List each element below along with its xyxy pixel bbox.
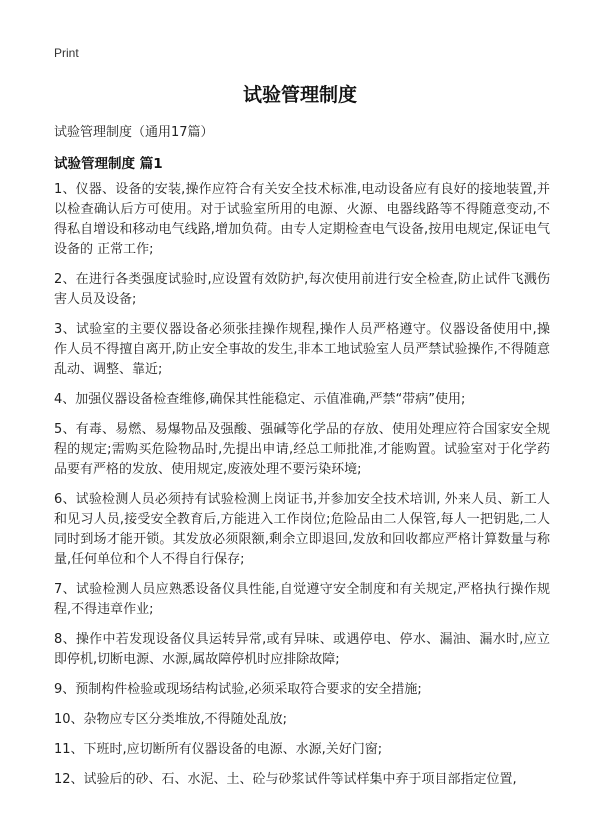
paragraph: 5、有毒、易燃、易爆物品及强酸、强碱等化学品的存放、使用处理应符合国家安全规程的规定;需购买危险物品时,先提出申请,经总工师批准,才能购置。试验室对于化学药品要有严格的发放、使用规定,废液处理不要污染环境; [54, 422, 550, 477]
paragraph: 8、操作中若发现设备仪具运转异常,或有异味、或遇停电、停水、漏油、漏水时,应立即停机,切断电源、水源,属故障停机时应排除故障; [54, 632, 550, 667]
paragraph: 11、下班时,应切断所有仪器设备的电源、水源,关好门窗; [54, 742, 383, 757]
paragraph: 12、试验后的砂、石、水泥、土、砼与砂浆试件等试样集中弃于项目部指定位置, [54, 772, 517, 787]
page-title: 试验管理制度 [242, 84, 357, 106]
paragraph: 4、加强仪器设备检查维修,确保其性能稳定、示值准确,严禁“带病”使用; [54, 392, 466, 407]
document-body [54, 180, 550, 800]
paragraph: 6、试验检测人员必须持有试验检测上岗证书,并参加安全技术培训, 外来人员、新工人和见习人员,接受安全教育后,方能进入工作岗位;危险品由二人保管,每人一把钥匙,二人同时到场才能开锁。其发放必须限额,剩余立即退回,发放和回收都应严格计算数量与称量,任何单位和个人不得自行保存; [54, 492, 550, 567]
paragraph: 3、试验室的主要仪器设备必须张挂操作规程,操作人员严格遵守。仪器设备使用中,操作人员不得擅自离开,防止安全事故的发生,非本工地试验室人员严禁试验操作,不得随意乱动、调整、靠近; [54, 322, 550, 377]
paragraph: 9、预制构件检验或现场结构试验,必须采取符合要求的安全措施; [54, 682, 422, 697]
paragraph: 1、仪器、设备的安装,操作应符合有关安全技术标准,电动设备应有良好的接地装置,并以检查确认后方可使用。对于试验室所用的电源、火源、电器线路等不得随意变动,不得私自增设和移动电气线路,增加负荷。由专人定期检查电气设备,按用电规定,保证电气设备的 正常工作; [54, 182, 550, 257]
paragraph: 10、杂物应专区分类堆放,不得随处乱放; [54, 712, 288, 727]
print-label[interactable]: Print [54, 46, 79, 60]
section-heading: 试验管理制度 篇1 [54, 156, 163, 172]
paragraph: 7、试验检测人员应熟悉设备仪具性能,自觉遵守安全制度和有关规定,严格执行操作规程,不得违章作业; [54, 582, 550, 617]
document-subtitle: 试验管理制度（通用17篇） [54, 125, 214, 140]
paragraph: 2、在进行各类强度试验时,应设置有效防护,每次使用前进行安全检查,防止试件飞溅伤害人员及设备; [54, 272, 550, 307]
